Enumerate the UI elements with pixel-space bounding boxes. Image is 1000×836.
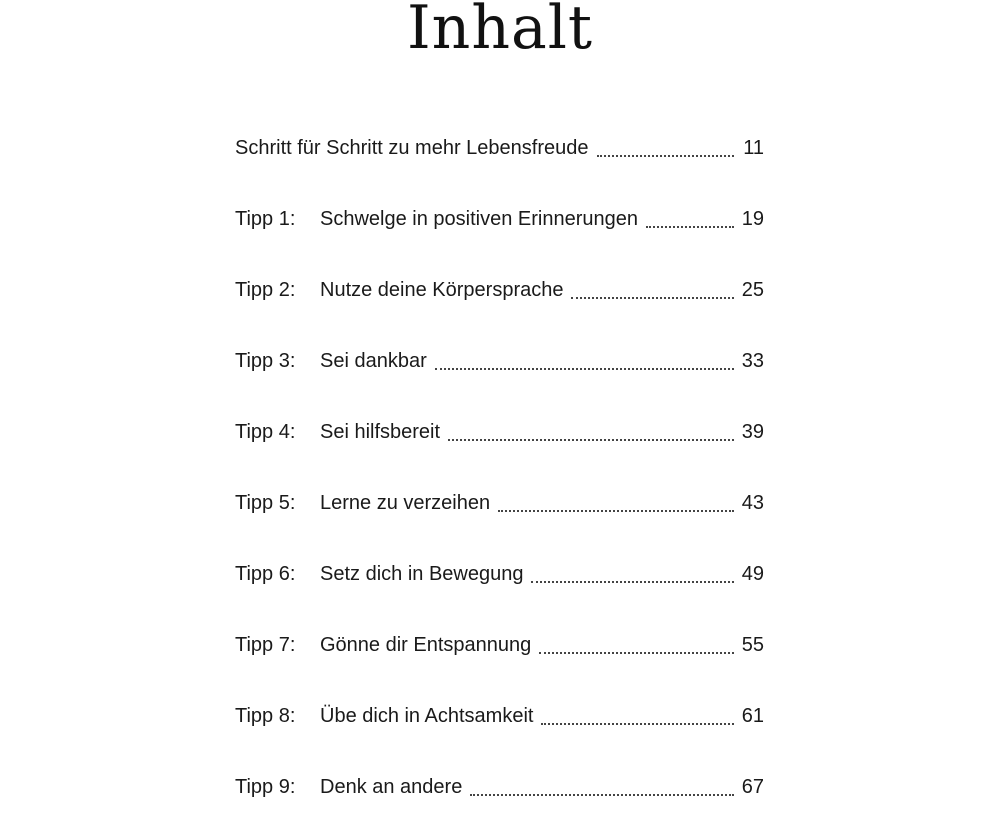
dot-leader — [597, 126, 735, 170]
dot-leader — [539, 623, 733, 667]
dot-leader — [435, 339, 734, 383]
dot-leader — [541, 694, 733, 738]
toc-entry-title: Lerne zu verzeihen — [320, 492, 491, 514]
toc-entry-tipp-6[interactable] — [235, 552, 764, 623]
dot-leader — [448, 410, 734, 454]
toc-entry-tipp-3[interactable] — [235, 339, 764, 410]
toc-entry-label: Tipp 3: — [235, 350, 296, 372]
toc-entry-title: Gönne dir Entspannung — [320, 634, 532, 656]
toc-entry-title: Nutze deine Körpersprache — [320, 279, 564, 301]
dot-leader — [470, 765, 733, 809]
toc-entry-label: Tipp 5: — [235, 492, 296, 514]
toc-entry-title: Schwelge in positiven Erinnerungen — [320, 208, 638, 230]
dot-leader — [531, 552, 733, 596]
toc-entry-page: 61 — [741, 705, 764, 727]
table-of-contents — [235, 126, 764, 836]
page-title: Inhalt — [406, 0, 594, 63]
toc-entry-page: 39 — [741, 421, 764, 443]
toc-entry-title: Schritt für Schritt zu mehr Lebensfreude — [235, 137, 589, 159]
toc-entry-label: Tipp 7: — [235, 634, 296, 656]
toc-entry-tipp-4[interactable] — [235, 410, 764, 481]
toc-entry-intro[interactable] — [235, 126, 764, 197]
toc-entry-page: 33 — [741, 350, 764, 372]
toc-entry-page: 19 — [741, 208, 764, 230]
toc-entry-page: 11 — [743, 137, 764, 159]
dot-leader — [571, 268, 733, 312]
toc-entry-tipp-8[interactable] — [235, 694, 764, 765]
toc-entry-tipp-5[interactable] — [235, 481, 764, 552]
toc-entry-label: Tipp 2: — [235, 279, 296, 301]
dot-leader — [646, 197, 734, 241]
toc-entry-page: 55 — [741, 634, 764, 656]
toc-entry-page: 43 — [741, 492, 764, 514]
toc-entry-tipp-1[interactable] — [235, 197, 764, 268]
toc-entry-label: Tipp 6: — [235, 563, 296, 585]
toc-entry-tipp-9[interactable] — [235, 765, 764, 836]
dot-leader — [498, 481, 734, 525]
toc-entry-tipp-2[interactable] — [235, 268, 764, 339]
toc-entry-title: Übe dich in Achtsamkeit — [320, 705, 534, 727]
toc-entry-page: 49 — [741, 563, 764, 585]
toc-entry-label: Tipp 1: — [235, 208, 296, 230]
toc-entry-label: Tipp 9: — [235, 776, 296, 798]
toc-entry-title: Sei hilfsbereit — [320, 421, 441, 443]
toc-entry-title: Sei dankbar — [320, 350, 427, 372]
toc-entry-label: Tipp 4: — [235, 421, 296, 443]
toc-entry-label: Tipp 8: — [235, 705, 296, 727]
toc-entry-page: 25 — [741, 279, 764, 301]
toc-entry-tipp-7[interactable] — [235, 623, 764, 694]
toc-entry-title: Setz dich in Bewegung — [320, 563, 524, 585]
toc-entry-page: 67 — [741, 776, 764, 798]
toc-entry-title: Denk an andere — [320, 776, 463, 798]
